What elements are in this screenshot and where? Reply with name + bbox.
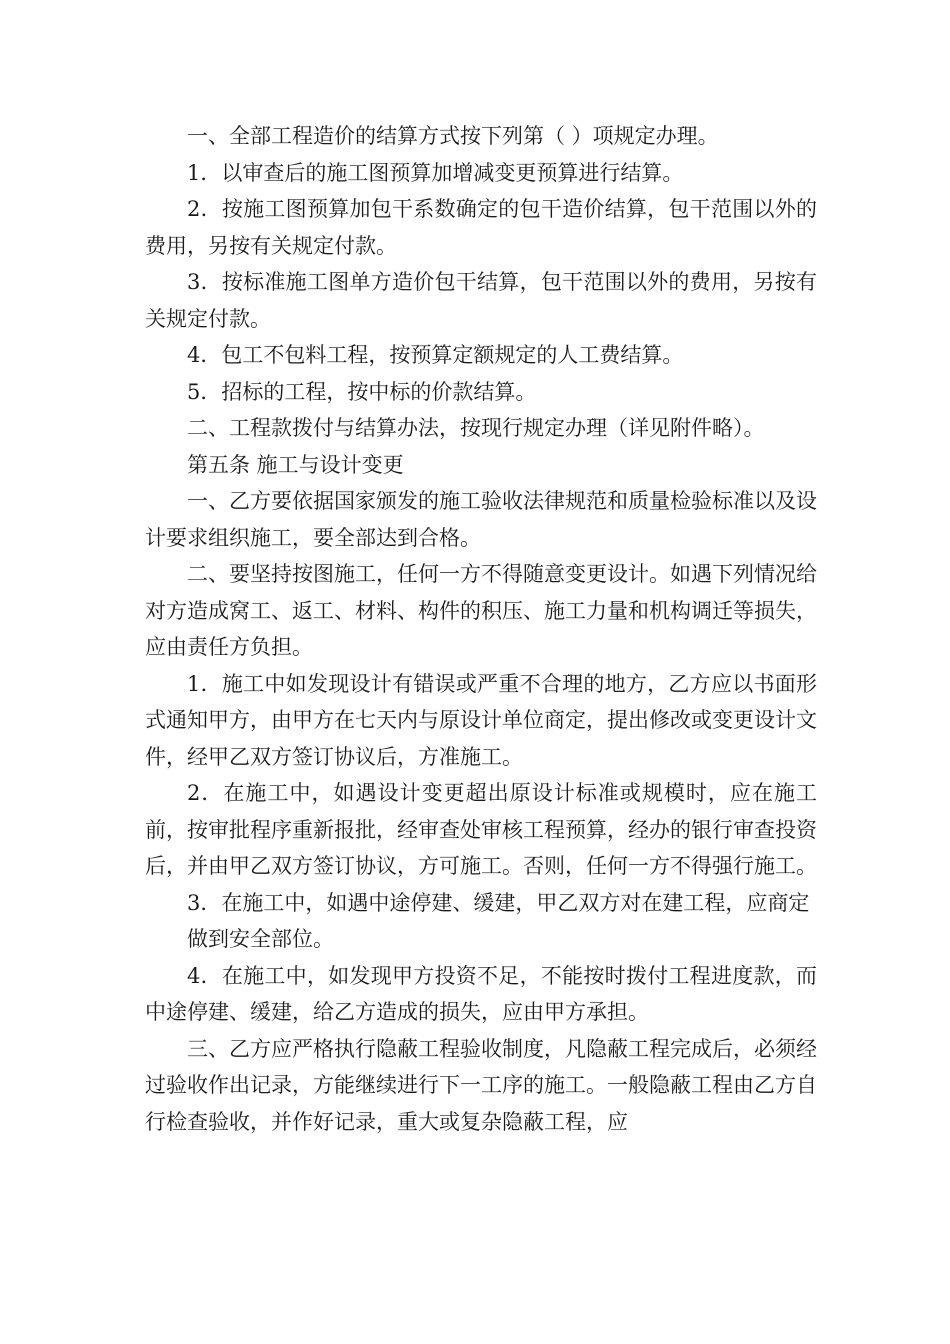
paragraph-design-changes: 二、要坚持按图施工，任何一方不得随意变更设计。如遇下列情况给对方造成窝工、返工、材料、构件的积压、施工力量和机构调迁等损失，应由责任方负担。 <box>145 562 817 659</box>
section-heading-article-5: 第五条 施工与设计变更 <box>187 452 404 477</box>
paragraph-change-item-2: 2．在施工中，如遇设计变更超出原设计标准或规模时，应在施工前，按审批程序重新报批，经审查处审核工程预算，经办的银行审查投资后，并由甲乙双方签订协议，方可施工。否则，任何一方不得强行施工。 <box>145 781 817 878</box>
paragraph-hidden-works: 三、乙方应严格执行隐蔽工程验收制度，凡隐蔽工程完成后，必须经过验收作出记录，方能继续进行下一工序的施工。一般隐蔽工程由乙方自行检查验收，并作好记录，重大或复杂隐蔽工程，应 <box>145 1036 817 1134</box>
paragraph-settlement-methods: 一、全部工程造价的结算方式按下列第（ ）项规定办理。 <box>187 124 719 148</box>
paragraph-change-item-4: 4．在施工中，如发现甲方投资不足，不能按时拨付工程进度款，而中途停建、缓建，给乙方造成的损失，应由甲方承担。 <box>145 963 817 1024</box>
paragraph-change-item-3: 3．在施工中，如遇中途停建、缓建，甲乙双方对在建工程，应商定 <box>187 890 810 915</box>
paragraph-change-item-3-continued: 做到安全部位。 <box>187 927 334 951</box>
paragraph-item-2: 2．按施工图预算加包干系数确定的包干造价结算，包干范围以外的费用，另按有关规定付款。 <box>145 197 817 258</box>
paragraph-item-3: 3．按标准施工图单方造价包干结算，包干范围以外的费用，另按有关规定付款。 <box>145 270 817 331</box>
document-body <box>145 118 817 1140</box>
paragraph-construction-standards: 一、乙方要依据国家颁发的施工验收法律规范和质量检验标准以及设计要求组织施工，要全部达到合格。 <box>145 489 817 550</box>
paragraph-item-4: 4．包工不包料工程，按预算定额规定的人工费结算。 <box>187 343 684 367</box>
paragraph-item-1: 1．以审查后的施工图预算加增减变更预算进行结算。 <box>187 160 684 185</box>
paragraph-change-item-1: 1．施工中如发现设计有错误或严重不合理的地方，乙方应以书面形式通知甲方，由甲方在七天内与原设计单位商定，提出修改或变更设计文件，经甲乙双方签订协议后，方准施工。 <box>145 671 817 769</box>
paragraph-payment: 二、工程款拨付与结算办法，按现行规定办理（详见附件略）。 <box>187 416 765 440</box>
paragraph-item-5: 5．招标的工程，按中标的价款结算。 <box>187 379 537 404</box>
